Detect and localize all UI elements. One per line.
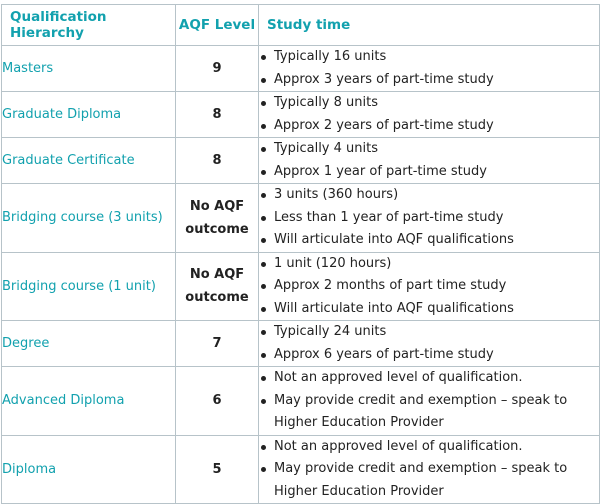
study-item: Not an approved level of qualification. (259, 436, 599, 459)
study-item: Typically 4 units (259, 138, 599, 161)
aqf-level: 6 (176, 367, 259, 436)
table-row (2, 184, 600, 253)
qualification-name: Diploma (2, 435, 176, 504)
study-item: Will articulate into AQF qualifications (259, 298, 599, 321)
header-study-time: Study time (259, 5, 600, 46)
qualification-name: Masters (2, 46, 176, 92)
qualification-name: Bridging course (3 units) (2, 184, 176, 253)
study-time (259, 184, 600, 253)
study-item: Approx 2 years of part-time study (259, 115, 599, 138)
aqf-level: No AQF outcome (176, 184, 259, 253)
qualification-name: Advanced Diploma (2, 367, 176, 436)
header-hierarchy: Qualification Hierarchy (2, 5, 176, 46)
study-item: May provide credit and exemption – speak to Higher Education Provider (259, 458, 599, 503)
study-item: Typically 16 units (259, 46, 599, 69)
study-item: Approx 2 months of part time study (259, 275, 599, 298)
table-row (2, 367, 600, 436)
study-item: 3 units (360 hours) (259, 184, 599, 207)
qualification-table (1, 4, 600, 504)
study-item: Approx 3 years of part-time study (259, 69, 599, 92)
table-row (2, 138, 600, 184)
study-item: Approx 6 years of part-time study (259, 344, 599, 367)
study-item: Not an approved level of qualification. (259, 367, 599, 390)
aqf-level: 5 (176, 435, 259, 504)
table-row (2, 321, 600, 367)
header-row (2, 5, 600, 46)
study-time (259, 138, 600, 184)
study-time (259, 435, 600, 504)
header-aqf-level: AQF Level (176, 5, 259, 46)
study-item: Will articulate into AQF qualifications (259, 229, 599, 252)
table-row (2, 92, 600, 138)
study-item: Typically 8 units (259, 92, 599, 115)
qualification-name: Graduate Diploma (2, 92, 176, 138)
study-time (259, 92, 600, 138)
aqf-level: 8 (176, 138, 259, 184)
aqf-level: No AQF outcome (176, 252, 259, 321)
study-time (259, 46, 600, 92)
qualification-name: Graduate Certificate (2, 138, 176, 184)
qualification-name: Degree (2, 321, 176, 367)
aqf-level: 9 (176, 46, 259, 92)
aqf-level: 8 (176, 92, 259, 138)
table-row (2, 252, 600, 321)
study-time (259, 321, 600, 367)
aqf-level: 7 (176, 321, 259, 367)
study-item: May provide credit and exemption – speak to Higher Education Provider (259, 390, 599, 435)
study-item: Approx 1 year of part-time study (259, 161, 599, 184)
study-item: Less than 1 year of part-time study (259, 207, 599, 230)
table-row (2, 435, 600, 504)
study-item: 1 unit (120 hours) (259, 253, 599, 276)
study-time (259, 367, 600, 436)
table-row (2, 46, 600, 92)
study-time (259, 252, 600, 321)
qualification-name: Bridging course (1 unit) (2, 252, 176, 321)
study-item: Typically 24 units (259, 321, 599, 344)
